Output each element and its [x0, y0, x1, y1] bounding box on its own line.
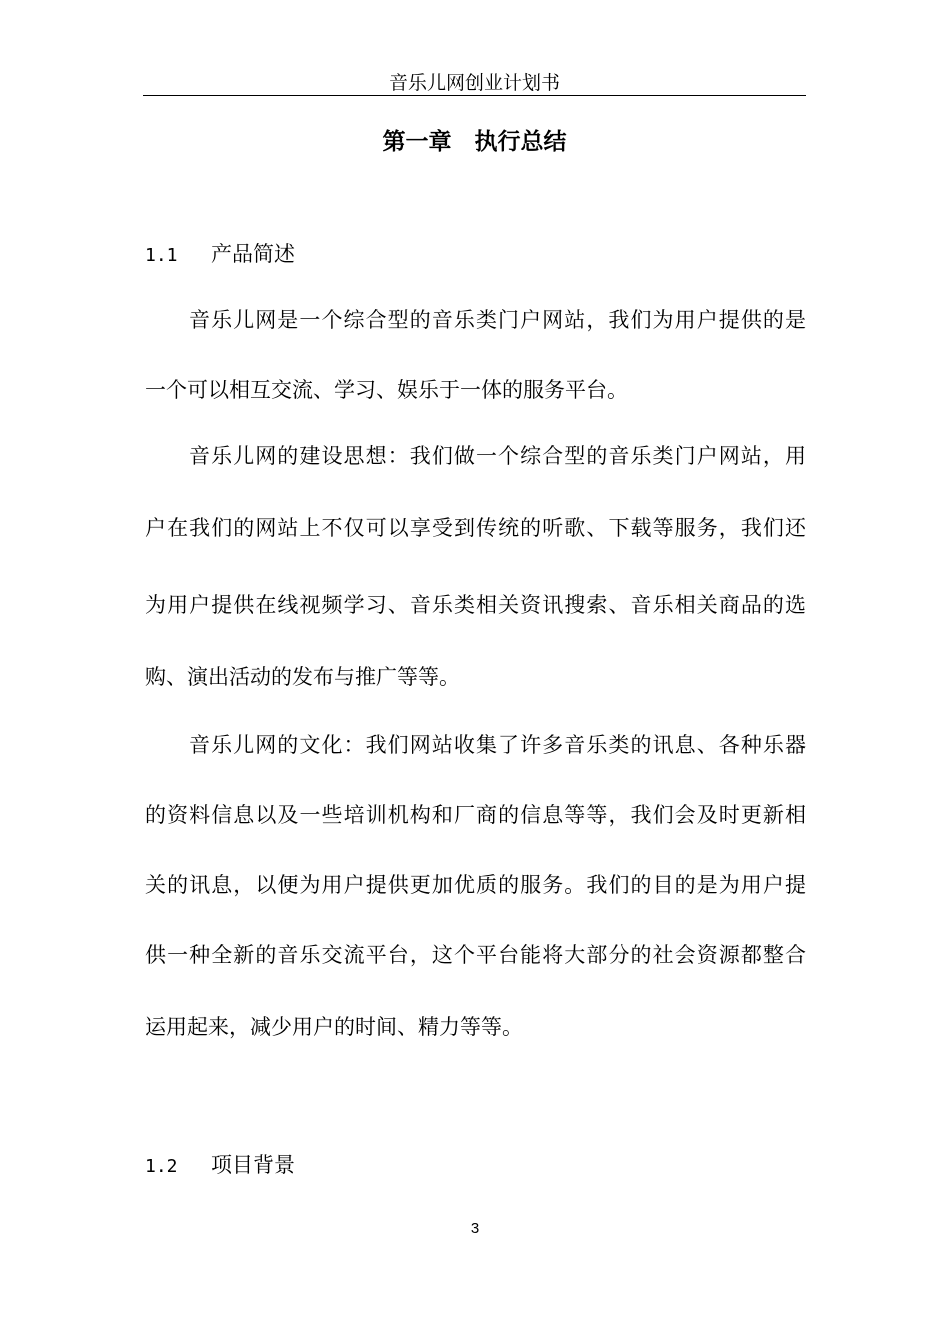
- paragraph-2-line-3: 为用户提供在线视频学习、音乐类相关资讯搜索、音乐相关商品的选: [145, 593, 806, 617]
- paragraph-3-line-1: 音乐儿网的文化：我们网站收集了许多音乐类的讯息、各种乐器: [189, 733, 806, 757]
- paragraph-1-line-1: 音乐儿网是一个综合型的音乐类门户网站，我们为用户提供的是: [189, 308, 806, 332]
- paragraph-3-line-3: 关的讯息，以便为用户提供更加优质的服务。我们的目的是为用户提: [145, 873, 806, 897]
- section-heading-1-1: [145, 240, 295, 270]
- page-number: 3: [470, 1220, 480, 1237]
- paragraph-3-line-2: 的资料信息以及一些培训机构和厂商的信息等等，我们会及时更新相: [145, 803, 806, 827]
- section-title: 产品简述: [211, 242, 295, 266]
- paragraph-2-line-2: 户在我们的网站上不仅可以享受到传统的听歌、下载等服务，我们还: [145, 516, 806, 540]
- running-header: 音乐儿网创业计划书: [388, 72, 560, 94]
- section-heading-1-2: [145, 1151, 295, 1181]
- chapter-title: 第一章 执行总结: [382, 128, 567, 155]
- section-number: 1.2: [145, 1156, 178, 1177]
- paragraph-3-line-5: 运用起来，减少用户的时间、精力等等。: [145, 1015, 523, 1039]
- header-rule: [143, 95, 806, 96]
- paragraph-1-line-2: 一个可以相互交流、学习、娱乐于一体的服务平台。: [145, 378, 628, 402]
- section-number: 1.1: [145, 245, 178, 266]
- section-title: 项目背景: [211, 1153, 295, 1177]
- paragraph-3-line-4: 供一种全新的音乐交流平台，这个平台能将大部分的社会资源都整合: [145, 943, 806, 967]
- paragraph-2-line-1: 音乐儿网的建设思想：我们做一个综合型的音乐类门户网站，用: [189, 444, 806, 468]
- paragraph-2-line-4: 购、演出活动的发布与推广等等。: [145, 665, 460, 689]
